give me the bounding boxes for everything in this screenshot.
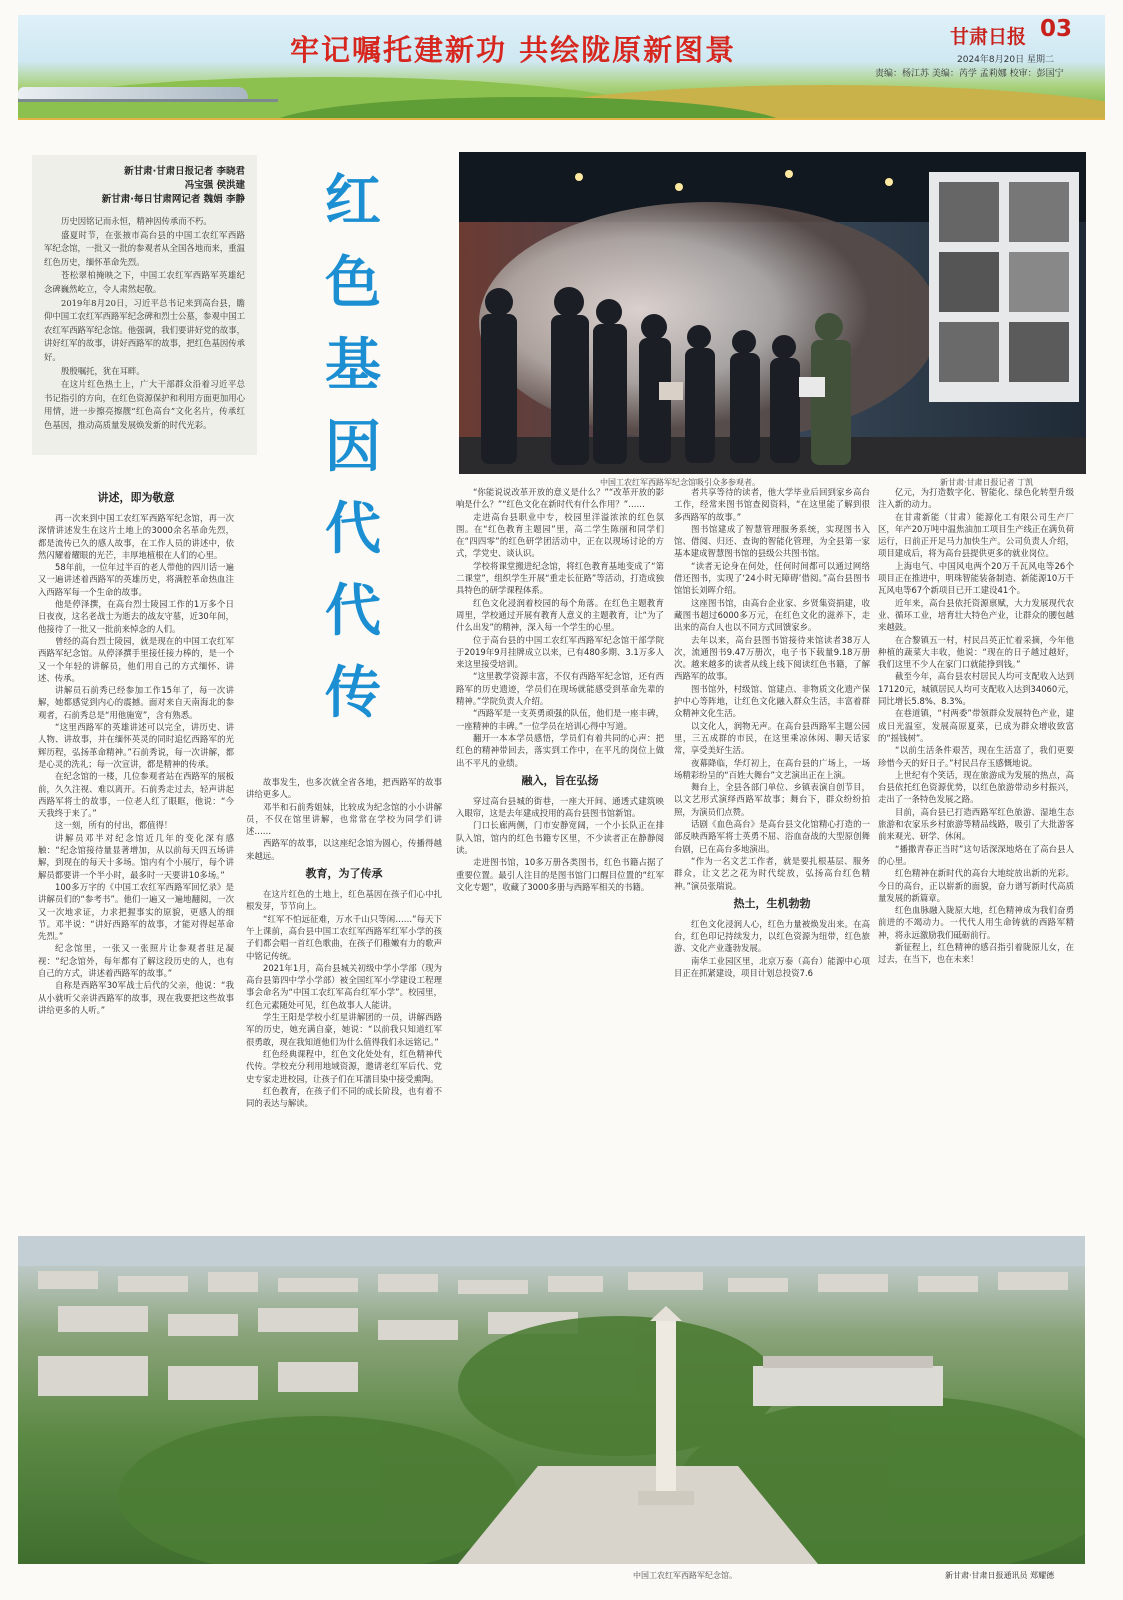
body-paragraph: 翻开一本本学员感悟，学员们有着共同的心声：把红色的精神带回去，落实到工作中，在平凡的岗位上做出不平凡的业绩。 [456,732,664,768]
body-paragraph: “西路军是一支英勇顽强的队伍，他们是一座丰碑，一座精神的丰碑。”一位学员在培训心得中写道。 [456,708,664,731]
title-char: 基 [325,332,381,398]
body-paragraph: 穿过高台县城的街巷，一座大开间、通透式建筑映入眼帘，这是去年建成投用的高台县图书馆新馆。 [456,795,664,819]
body-paragraph: 图书馆建成了智慧管理服务系统，实现图书入馆、借阅、归还、查询的智能化管理，为全县第一家基本建成智慧图书馆的县级公共图书馆。 [674,523,870,559]
title-char: 色 [325,250,381,316]
body-paragraph: 2021年1月，高台县城关初级中学小学部（现为高台县第四中学小学部）被全国红军小学建设工程理事会命名为“中国工农红军高台红军小学”。校园里，红色元素随处可见，红色故事人人能讲。 [246,962,442,1010]
title-char: 因 [325,414,381,480]
body-paragraph: “作为一名文艺工作者，就是要扎根基层、服务群众，让文艺之花为时代绽放，弘扬高台红色精神。”演员张瑞说。 [674,855,870,891]
byline-line: 新甘肃·甘肃日报记者 李晓君 [124,166,245,177]
body-paragraph: 西路军的故事，以这座纪念馆为圆心，传播得越来越远。 [246,838,442,861]
top-photo-credit: 新甘肃·甘肃日报记者 丁凯 [940,478,1034,487]
body-paragraph: “这里教学资源丰富，不仅有西路军纪念馆，还有西路军的历史遗迹，学员们在现场就能感受到革命先辈的精神。”学院负责人介绍。 [456,671,664,707]
body-paragraph: 位于高台县的中国工农红军西路军纪念馆干部学院于2019年9月挂牌成立以来，已有480多期、3.1万多人来这里接受培训。 [456,634,664,670]
body-paragraph: “以前生活条件艰苦，现在生活富了，我们更要珍惜今天的好日子。”村民吕存玉感慨地说。 [878,745,1074,768]
body-paragraph: 在合黎镇五一村，村民吕英正忙着采摘，今年他种植的蔬菜大丰收，他说：“现在的日子越过越好，我们这里不少人在家门口就能挣到钱。” [878,634,1074,670]
body-paragraph: 者共享等待的读者，他大学毕业后回到家乡高台工作，经常来图书馆查阅资料，“在这里能了解到很多西路军的故事。” [674,487,870,522]
body-paragraph: 夜幕降临，华灯初上，在高台县的广场上，一场场精彩纷呈的“百姓大舞台”文艺演出正在上演。 [674,757,870,780]
issue-date: 2024年8月20日 星期二 [957,55,1054,65]
intro-paragraph: 2019年8月20日，习近平总书记来到高台县，瞻仰中国工农红军西路军纪念碑和烈士公墓，参观中国工农红军西路军纪念馆。他强调，我们要讲好党的故事，讲好红军的故事，讲好西路军的故事，把红色基因传承好。 [44,297,245,362]
body-paragraph: 近年来，高台县依托资源禀赋，大力发展现代农业、循环工业，培育壮大特色产业，让群众的腰包越来越鼓。 [878,597,1074,633]
body-paragraph: 邓半和石前秀姐妹，比较成为纪念馆的小小讲解员，不仅在馆里讲解，也常常在学校为同学们讲述…… [246,801,442,837]
byline-line: 新甘肃·每日甘肃网记者 魏娟 李静 [101,194,245,205]
body-paragraph: 再一次来到中国工农红军西路军纪念馆，再一次深情讲述发生在这片土地上的3000余名革命先烈，都是流传已久的感人故事，在工作人员的讲述中，依然闪耀着耀眼的光芒，丰厚地植根在人们的心里。 [38,513,234,560]
body-paragraph: 58年前，一位年过半百的老人带他的四川话一遍又一遍讲述着西路军的英雄历史，将满腔革命热血注入西路军每一个生命的故事。 [38,562,234,597]
bottom-photo-caption: 中国工农红军西路军纪念馆。 [633,1571,737,1580]
body-paragraph: “读者无论身在何处，任何时间都可以通过网络借还图书，实现了‘24小时无障碍’借阅。”高台县图书馆馆长刘晖介绍。 [674,560,870,596]
byline [44,165,245,207]
body-paragraph: 图书馆外，村级馆、馆建点、非物质文化遗产保护中心等阵地，让红色文化融入群众生活，丰富着群众精神文化生活。 [674,683,870,719]
body-paragraph: “播撒青春正当时”这句话深深地烙在了高台县人的心里。 [878,843,1074,866]
byline-line: 冯宝强 侯洪建 [184,180,245,191]
body-paragraph: 走进图书馆，10多万册各类图书，红色书籍占据了重要位置。最引人注目的是图书馆门口醒目位置的“红军文化专题”，收藏了3000多册与西路军相关的书籍。 [456,857,664,892]
memorial-aerial-illustration [18,1236,1085,1564]
article-title [318,160,388,740]
body-paragraph: 讲解员邓半对纪念馆近几年的变化深有感触：“纪念馆接待量显著增加，从以前每天四五场讲解，到现在的每天十多场。馆内有个小展厅，每个讲解员都要讲一个半小时，最多时一天要讲10多场。” [38,832,234,880]
intro-text [44,215,245,443]
banner-train [18,87,248,99]
body-paragraph: 门口长廊两侧，门市安静宽阔，一个小长队正在排队入馆，馆内的红色书籍专区里，不少读者正在静静阅读。 [456,820,664,856]
body-paragraph: 新征程上，红色精神的感召指引着陇原儿女，在过去，在当下，也在未来！ [878,941,1074,965]
body-paragraph: 纪念馆里，一张又一张照片让参观者驻足凝视：“纪念馆外，每年都有了解这段历史的人，也有自己的方式，讲述着西路军的故事。” [38,943,234,978]
body-paragraph: 故事发生，也多次就全省各地，把西路军的故事讲给更多人。 [246,777,442,800]
page-headline: 牢记嘱托建新功 共绘陇原新图景 [290,33,737,67]
body-paragraph: 这一刻，所有的付出，都值得！ [55,820,173,831]
intro-paragraph: 苍松翠柏掩映之下，中国工农红军西路军英雄纪念碑巍然屹立，令人肃然起敬。 [44,270,245,294]
body-paragraph: 上世纪有个笑话，现在旅游成为发展的热点，高台县依托红色资源优势，以红色旅游带动乡村振兴，走出了一条特色发展之路。 [878,769,1074,805]
text-column-5 [878,486,1074,1226]
body-paragraph: 学校将课堂搬进纪念馆，将红色教育基地变成了“第二课堂”，组织学生开展“重走长征路”等活动，打造成独具特色的研学课程体系。 [456,560,664,596]
title-char: 代 [325,496,381,562]
memorial-aerial-photo [18,1236,1085,1564]
body-paragraph: 红色文化浸润人心，红色力量被焕发出来。在高台，红色印记持续发力，以红色资源为纽带，红色旅游、文化产业蓬勃发展。 [674,918,870,954]
body-paragraph: “你能说说改革开放的意义是什么？”“改革开放的影响是什么？”“红色文化在新时代有什么作用？”…… [456,487,664,510]
body-paragraph: 在这片红色的土地上，红色基因在孩子们心中扎根发芽，节节向上。 [246,889,442,912]
title-char: 红 [325,168,381,234]
body-paragraph: 红色文化浸润着校园的每个角落。在红色主题教育周里，学校通过开展有教育人意义的主题教育，让“为了什么出发”的精神，深入每一个学生的心里。 [456,597,664,633]
body-paragraph: 曾经的高台烈士陵园，就是现在的中国工农红军西路军纪念馆。从停泽撰手里接任接力棒的，是一个又一个年轻的讲解员，他们用自己的方式缅怀、讲述、传承。 [38,635,234,683]
body-paragraph: 话剧《血色高台》是高台县文化馆精心打造的一部反映西路军将士英勇不屈、浴血奋战的大型原创舞台剧，已在高台多地演出。 [674,819,870,854]
museum-visitors-photo [459,152,1086,474]
intro-paragraph: 殷殷嘱托，犹在耳畔。 [61,365,145,376]
body-paragraph: 以文化人，润物无声。在高台县西路军主题公园里，三五成群的市民，在这里乘凉休闲、聊天话家常，享受美好生活。 [674,720,870,756]
body-paragraph: 截至今年，高台县农村居民人均可支配收入达到17120元，城镇居民人均可支配收入达到34060元，同比增长5.8%、8.3%。 [878,671,1074,707]
body-paragraph: 舞台上，全县各部门单位、乡镇表演自创节目，以文艺形式演绎西路军故事；舞台下，群众纷纷拍照，为演员们点赞。 [674,782,870,817]
text-column-3 [456,486,664,1226]
body-paragraph: 目前，高台县已打造西路军红色旅游、湿地生态旅游和农家乐乡村旅游等精品线路，吸引了大批游客前来观光、研学、休闲。 [878,806,1074,842]
body-paragraph: 去年以来，高台县图书馆接待来馆读者38万人次，流通图书9.47万册次，电子书下载量9.18万册次。越来越多的读者从线上线下阅读红色书籍，了解西路军的故事。 [674,634,870,682]
body-paragraph: 在纪念馆的一楼，几位参观者站在西路军的展板前，久久注视、难以离开。石前秀走过去，轻声讲起西路军将士的故事，一位老人红了眼眶，他说：“今天我终于来了。” [38,771,234,819]
body-paragraph: 这座图书馆，由高台企业家、乡贤集资捐建，收藏图书超过6000多万元，在红色文化的滋养下，走出来的高台人也以不同方式回馈家乡。 [674,597,870,633]
title-char: 传 [325,660,381,726]
body-paragraph: 学生王阳是学校小红星讲解团的一员，讲解西路军的历史，她充满自豪，她说：“以前我只知道红军很勇敢，现在我知道他们为什么值得我们永远铭记。” [246,1012,442,1047]
body-paragraph: 红色教育，在孩子们不同的成长阶段，也有着不同的表达与解读。 [246,1085,442,1109]
body-paragraph: “红军不怕远征难，万水千山只等闲……”每天下午上课前，高台县中国工农红军西路军红军小学的孩子们都会唱一首红色歌曲，在孩子们稚嫩有力的歌声中铭记传统。 [246,913,442,961]
section-subhead: 融入，旨在弘扬 [521,773,599,787]
text-column-4 [674,486,870,1226]
title-char: 代 [325,578,381,644]
banner-bridge [18,99,278,102]
editor-credits: 责编：杨江苏 美编：芮学 孟莉娜 校审：彭国宁 [875,69,1064,79]
body-paragraph: 上海电气、中国风电两个20万千瓦风电等26个项目正在推进中，明珠智能装备制造、新能源10万千瓦风电等67个新项目已开工建设41个。 [878,560,1074,596]
body-paragraph: 红色精神在新时代的高台大地绽放出新的光彩。今日的高台，正以崭新的面貌，奋力谱写新时代高质量发展的新篇章。 [878,868,1074,903]
page-number: 03 [1040,16,1073,42]
text-column-2 [246,776,442,1226]
body-paragraph: 100多万字的《中国工农红军西路军回忆录》是讲解员们的“参考书”。他们一遍又一遍地翻阅，一次又一次地求证，力求把握事实的原貌，更感人的细节。邓半说：“讲好西路军的故事，才能对得起革命先烈。” [38,881,234,942]
body-paragraph: 红色血脉融入陇原大地，红色精神成为我们奋勇前进的不竭动力。一代代人用生命铸就的西路军精神，将永远激励我们砥砺前行。 [878,905,1074,940]
museum-visitors-illustration [459,152,1086,474]
body-paragraph: 走进高台县职业中专，校园里洋溢浓浓的红色氛围。在“红色教育主题园”里，高二学生陈丽和同学们在“四四零”的红色研学团活动中，正在以现场讨论的方式，学党史、谈认识。 [456,511,664,559]
section-subhead: 热土，生机勃勃 [733,896,811,910]
section-subhead: 教育，为了传承 [305,867,383,881]
body-paragraph: 在甘肃新能（甘肃）能源化工有限公司生产厂区，年产20万吨中温焦油加工项目生产线正在满负荷运行，日前正开足马力加快生产。公司负责人介绍，项目建成后，将为高台县提供更多的就业岗位。 [878,511,1074,559]
bottom-photo-credit: 新甘肃·甘肃日报通讯员 郑耀德 [945,1571,1055,1580]
body-paragraph: “这里西路军的英雄讲述可以完全，讲历史、讲人物、讲故事，并在缅怀英灵的同时追忆西路军的光辉历程，弘扬革命精神。”石前秀说，每一次讲解，都是心灵的洗礼；每一次宣讲，都是精神的传承。 [38,722,234,769]
intro-paragraph: 盛夏时节，在张掖市高台县的中国工农红军西路军纪念馆，一批又一批的参观者从全国各地而来，重温红色历史，缅怀革命先烈。 [44,229,245,267]
top-photo-caption: 中国工农红军西路军纪念馆吸引众多参观者。 [600,478,760,487]
intro-box [32,155,257,455]
body-paragraph: 红色经典课程中，红色文化处处有，红色精神代代传。学校充分利用地域资源，邀请老红军后代、党史专家走进校园，让孩子们在耳濡目染中接受熏陶。 [246,1048,442,1084]
body-paragraph: 在巷道镇，“村两委”带领群众发展特色产业，建成日光温室，发展高原夏菜，已成为群众增收致富的“摇钱树”。 [878,708,1074,743]
body-paragraph: 讲解员石前秀已经参加工作15年了，每一次讲解，她都感觉到内心的震撼。面对来自天南海北的参观者，石前秀总是“用他施宽”，含有熟悉。 [38,685,234,720]
body-paragraph: 自称是西路军30军战士后代的父亲，他说：“我从小就听父亲讲西路军的故事，现在我要把这些故事讲给更多的人听。” [38,980,234,1015]
text-column-1 [38,486,234,1226]
intro-paragraph: 历史因铭记而永恒，精神因传承而不朽。 [61,216,212,226]
section-subhead: 讲述，即为敬意 [97,491,175,504]
body-paragraph: 南华工业园区里，北京万泰（高台）能源中心项目正在抓紧建设，项目计划总投资7.6 [674,955,870,978]
body-paragraph: 他是停泽撰，在高台烈士陵园工作的1万多个日日夜夜，这名老战士为逝去的战友守墓，近30年间，他接待了一批又一批前来悼念的人们。 [38,599,234,634]
intro-paragraph: 在这片红色热土上，广大干部群众沿着习近平总书记指引的方向，在红色资源保护和利用方面更加用心用情，进一步擦亮擦靓“红色高台”文化名片，传承红色基因，推动高质量发展焕发新的时代光彩。 [44,379,245,430]
body-paragraph: 亿元，为打造数字化、智能化、绿色化转型升级注入新的动力。 [878,487,1074,510]
masthead-logo: 甘肃日报 [950,26,1027,48]
